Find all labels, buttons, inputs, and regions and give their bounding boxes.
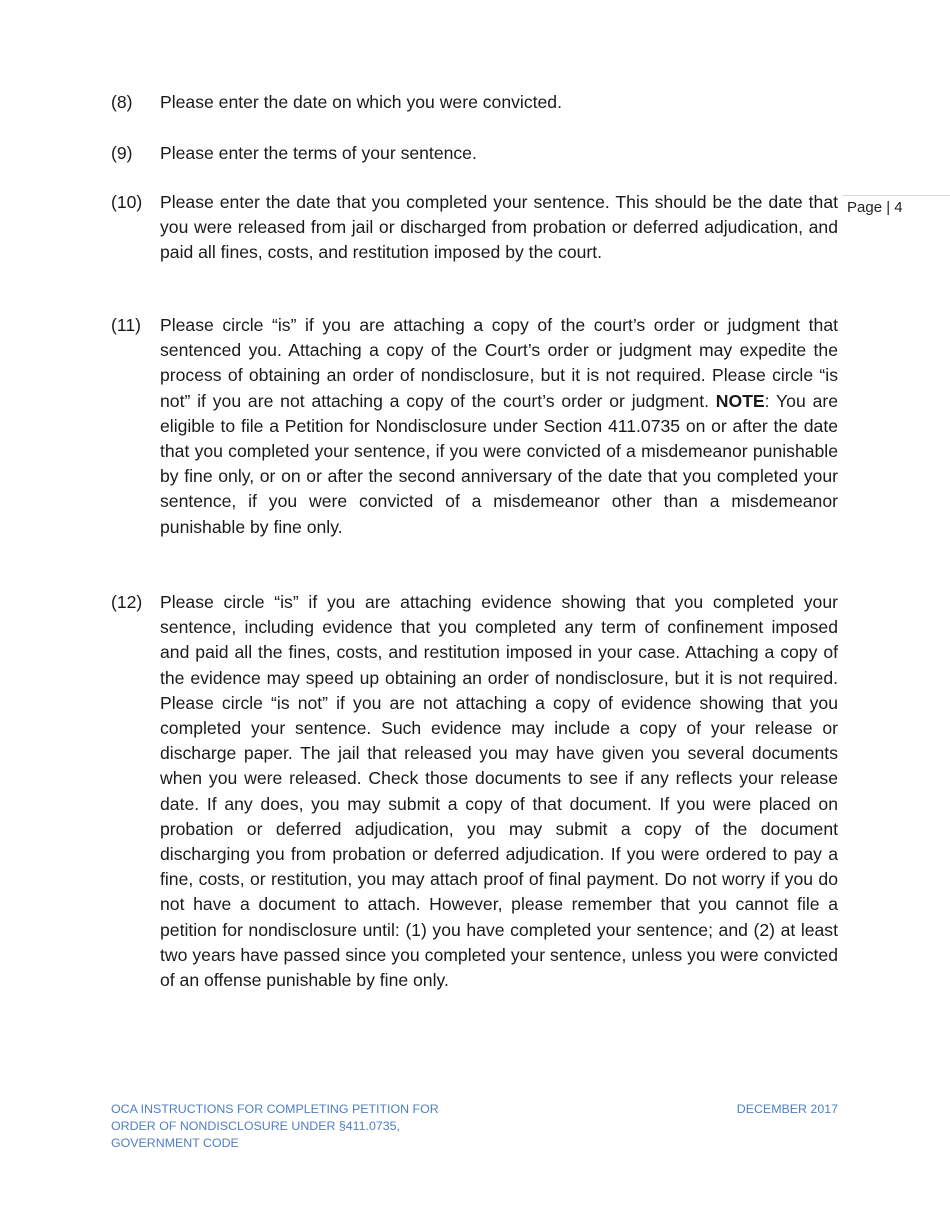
- instruction-item-12: [111, 590, 838, 993]
- note-label: NOTE: [715, 390, 765, 411]
- item-number: (11): [111, 315, 141, 335]
- footer-date: DECEMBER 2017: [736, 1102, 838, 1116]
- item-number: (8): [111, 92, 133, 112]
- item-number: (10): [111, 192, 143, 212]
- item-text: Please circle “is” if you are attaching evidence showing that you completed your sentence, including evidence that you completed any term of confinement imposed and paid all the fines, costs, and restitution imposed in your case. Attaching a copy of the evidence may speed up obtaining an order of nondisclosure, but it is not required. Please circle “is not” if you are not attaching a copy of evidence showing that you completed your sentence. Such evidence may include a copy of your release or discharge paper. The jail that released you may have given you several documents when you were released. Check those documents to see if any reflects your release date. If any does, you may submit a copy of that document. If you were placed on probation or deferred adjudication, you may submit a copy of the document discharging you from probation or deferred adjudication. If you were ordered to pay a fine, costs, or restitution, you may attach proof of final payment. Do not worry if you do not have a document to attach. However, please remember that you cannot file a petition for nondisclosure until: (1) you have completed your sentence; and (2) at least two years have passed since you completed your sentence, unless you were convicted of an offense punishable by fine only.: [160, 592, 838, 991]
- item-text: Please enter the date that you completed your sentence. This should be the date that you were released from jail or discharged from probation or deferred adjudication, and paid all fines, costs, and restitution imposed by the court.: [160, 192, 838, 263]
- item-number: (12): [111, 592, 143, 612]
- instruction-item-8: [111, 90, 838, 115]
- item-text: Please enter the terms of your sentence.: [160, 143, 477, 163]
- item-text: [160, 313, 838, 540]
- page-number: Page | 4: [847, 199, 903, 216]
- item-text-before-note: Please circle “is” if you are attaching a copy of the court’s order or judgment that sentenced you. Attaching a copy of the Court’s order or judgment may expedite the process of obtaining an order of nondisclosure, but it is not required. Please circle “is not” if you are not attaching a copy of the court’s order or judgment.: [160, 315, 838, 411]
- item-text-after-note: : You are eligible to file a Petition for Nondisclosure under Section 411.0735 on or after the date that you completed your sentence, if you were convicted of a misdemeanor punishable by fine only, or on or after the second anniversary of the date that you completed your sentence, if you were convicted of a misdemeanor other than a misdemeanor punishable by fine only.: [160, 390, 838, 537]
- page-header-rule: [842, 195, 950, 196]
- instruction-item-11: [111, 313, 838, 540]
- instruction-item-9: [111, 141, 838, 166]
- instruction-item-10: [111, 190, 838, 266]
- item-text: Please enter the date on which you were convicted.: [160, 92, 562, 112]
- footer-document-title: OCA INSTRUCTIONS FOR COMPLETING PETITION FOR ORDER OF NONDISCLOSURE UNDER §411.0735, GOVERNMENT CODE: [111, 1102, 439, 1151]
- item-number: (9): [111, 143, 133, 163]
